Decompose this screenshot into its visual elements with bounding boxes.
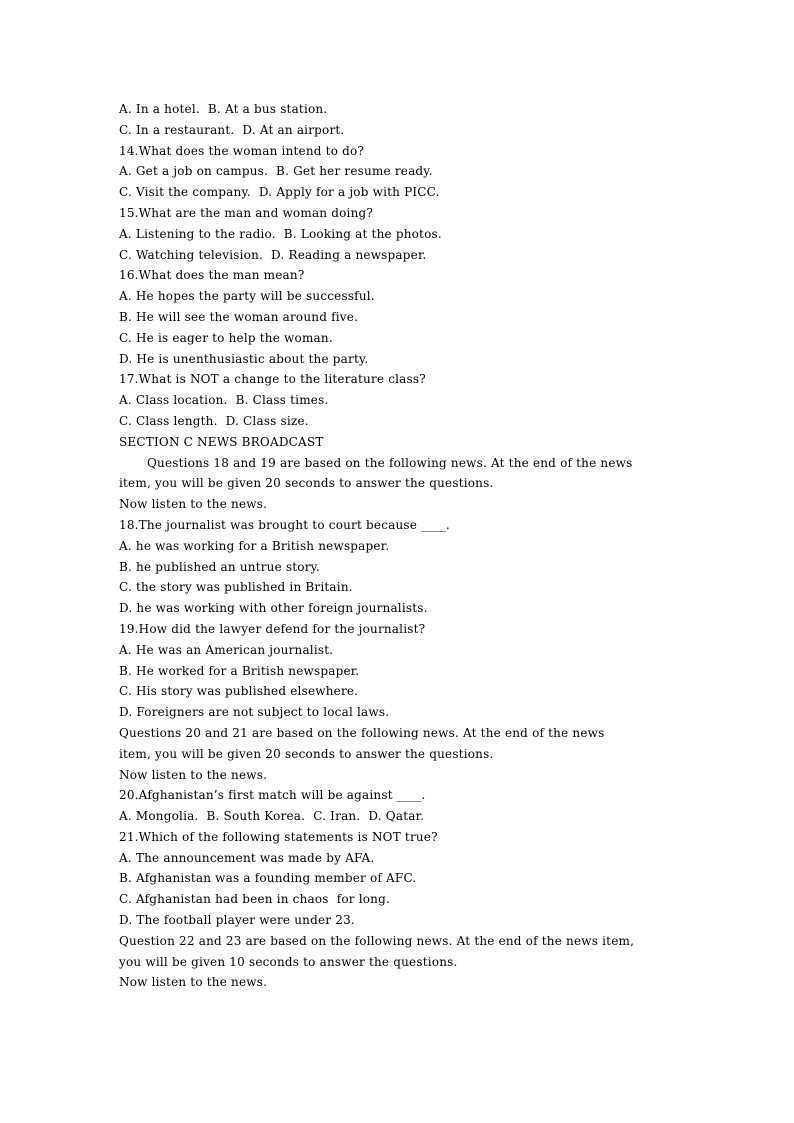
answer-option: A. he was working for a British newspaper. — [119, 538, 390, 553]
answer-option: D. Foreigners are not subject to local laws. — [119, 705, 390, 720]
question-14: 14.What does the woman intend to do? — [119, 143, 365, 158]
instruction-text: item, you will be given 20 seconds to answer the questions. — [119, 476, 494, 491]
answer-option: C. the story was published in Britain. — [119, 580, 353, 595]
answer-option: A. He hopes the party will be successful. — [119, 289, 375, 304]
answer-option: C. Watching television. D. Reading a newspaper. — [119, 247, 427, 262]
instruction-text: Now listen to the news. — [119, 497, 268, 512]
instruction-text: you will be given 10 seconds to answer the questions. — [119, 954, 458, 969]
answer-option: A. Mongolia. B. South Korea. C. Iran. D. Qatar. — [119, 809, 425, 824]
answer-option: A. Class location. B. Class times. — [119, 393, 329, 408]
instruction-text: Questions 18 and 19 are based on the following news. At the end of the news — [147, 455, 633, 470]
question-16: 16.What does the man mean? — [119, 268, 305, 283]
answer-option: B. He will see the woman around five. — [119, 309, 359, 324]
answer-option: A. Get a job on campus. B. Get her resume ready. — [119, 164, 433, 179]
instruction-text: Now listen to the news. — [119, 975, 268, 990]
answer-option: C. Visit the company. D. Apply for a job with PICC. — [119, 185, 440, 200]
question-18: 18.The journalist was brought to court because ____. — [119, 517, 450, 532]
instruction-text: Questions 20 and 21 are based on the following news. At the end of the news — [119, 725, 605, 740]
answer-option: D. he was working with other foreign journalists. — [119, 601, 428, 616]
answer-option: C. Class length. D. Class size. — [119, 413, 309, 428]
question-21: 21.Which of the following statements is NOT true? — [119, 829, 438, 844]
answer-option: C. His story was published elsewhere. — [119, 684, 359, 699]
instruction-text: item, you will be given 20 seconds to answer the questions. — [119, 746, 494, 761]
question-17: 17.What is NOT a change to the literature class? — [119, 372, 426, 387]
document-body — [119, 99, 689, 993]
section-heading: SECTION C NEWS BROADCAST — [119, 434, 324, 449]
answer-option: C. He is eager to help the woman. — [119, 330, 333, 345]
question-20: 20.Afghanistan’s first match will be against ____. — [119, 788, 426, 803]
answer-option: B. He worked for a British newspaper. — [119, 663, 360, 678]
answer-option: B. he published an untrue story. — [119, 559, 321, 574]
question-19: 19.How did the lawyer defend for the journalist? — [119, 621, 426, 636]
answer-option: A. He was an American journalist. — [119, 642, 334, 657]
answer-option: D. The football player were under 23. — [119, 913, 355, 928]
question-15: 15.What are the man and woman doing? — [119, 205, 374, 220]
answer-option: A. In a hotel. B. At a bus station. — [119, 102, 328, 116]
instruction-text: Question 22 and 23 are based on the following news. At the end of the news item, — [119, 933, 635, 948]
instruction-text: Now listen to the news. — [119, 767, 268, 782]
answer-option: A. The announcement was made by AFA. — [119, 850, 375, 865]
answer-option: B. Afghanistan was a founding member of AFC. — [119, 871, 417, 886]
answer-option: D. He is unenthusiastic about the party. — [119, 351, 369, 366]
answer-option: A. Listening to the radio. B. Looking at the photos. — [119, 226, 442, 241]
answer-option: C. Afghanistan had been in chaos for long. — [119, 892, 390, 907]
answer-option: C. In a restaurant. D. At an airport. — [119, 122, 345, 137]
